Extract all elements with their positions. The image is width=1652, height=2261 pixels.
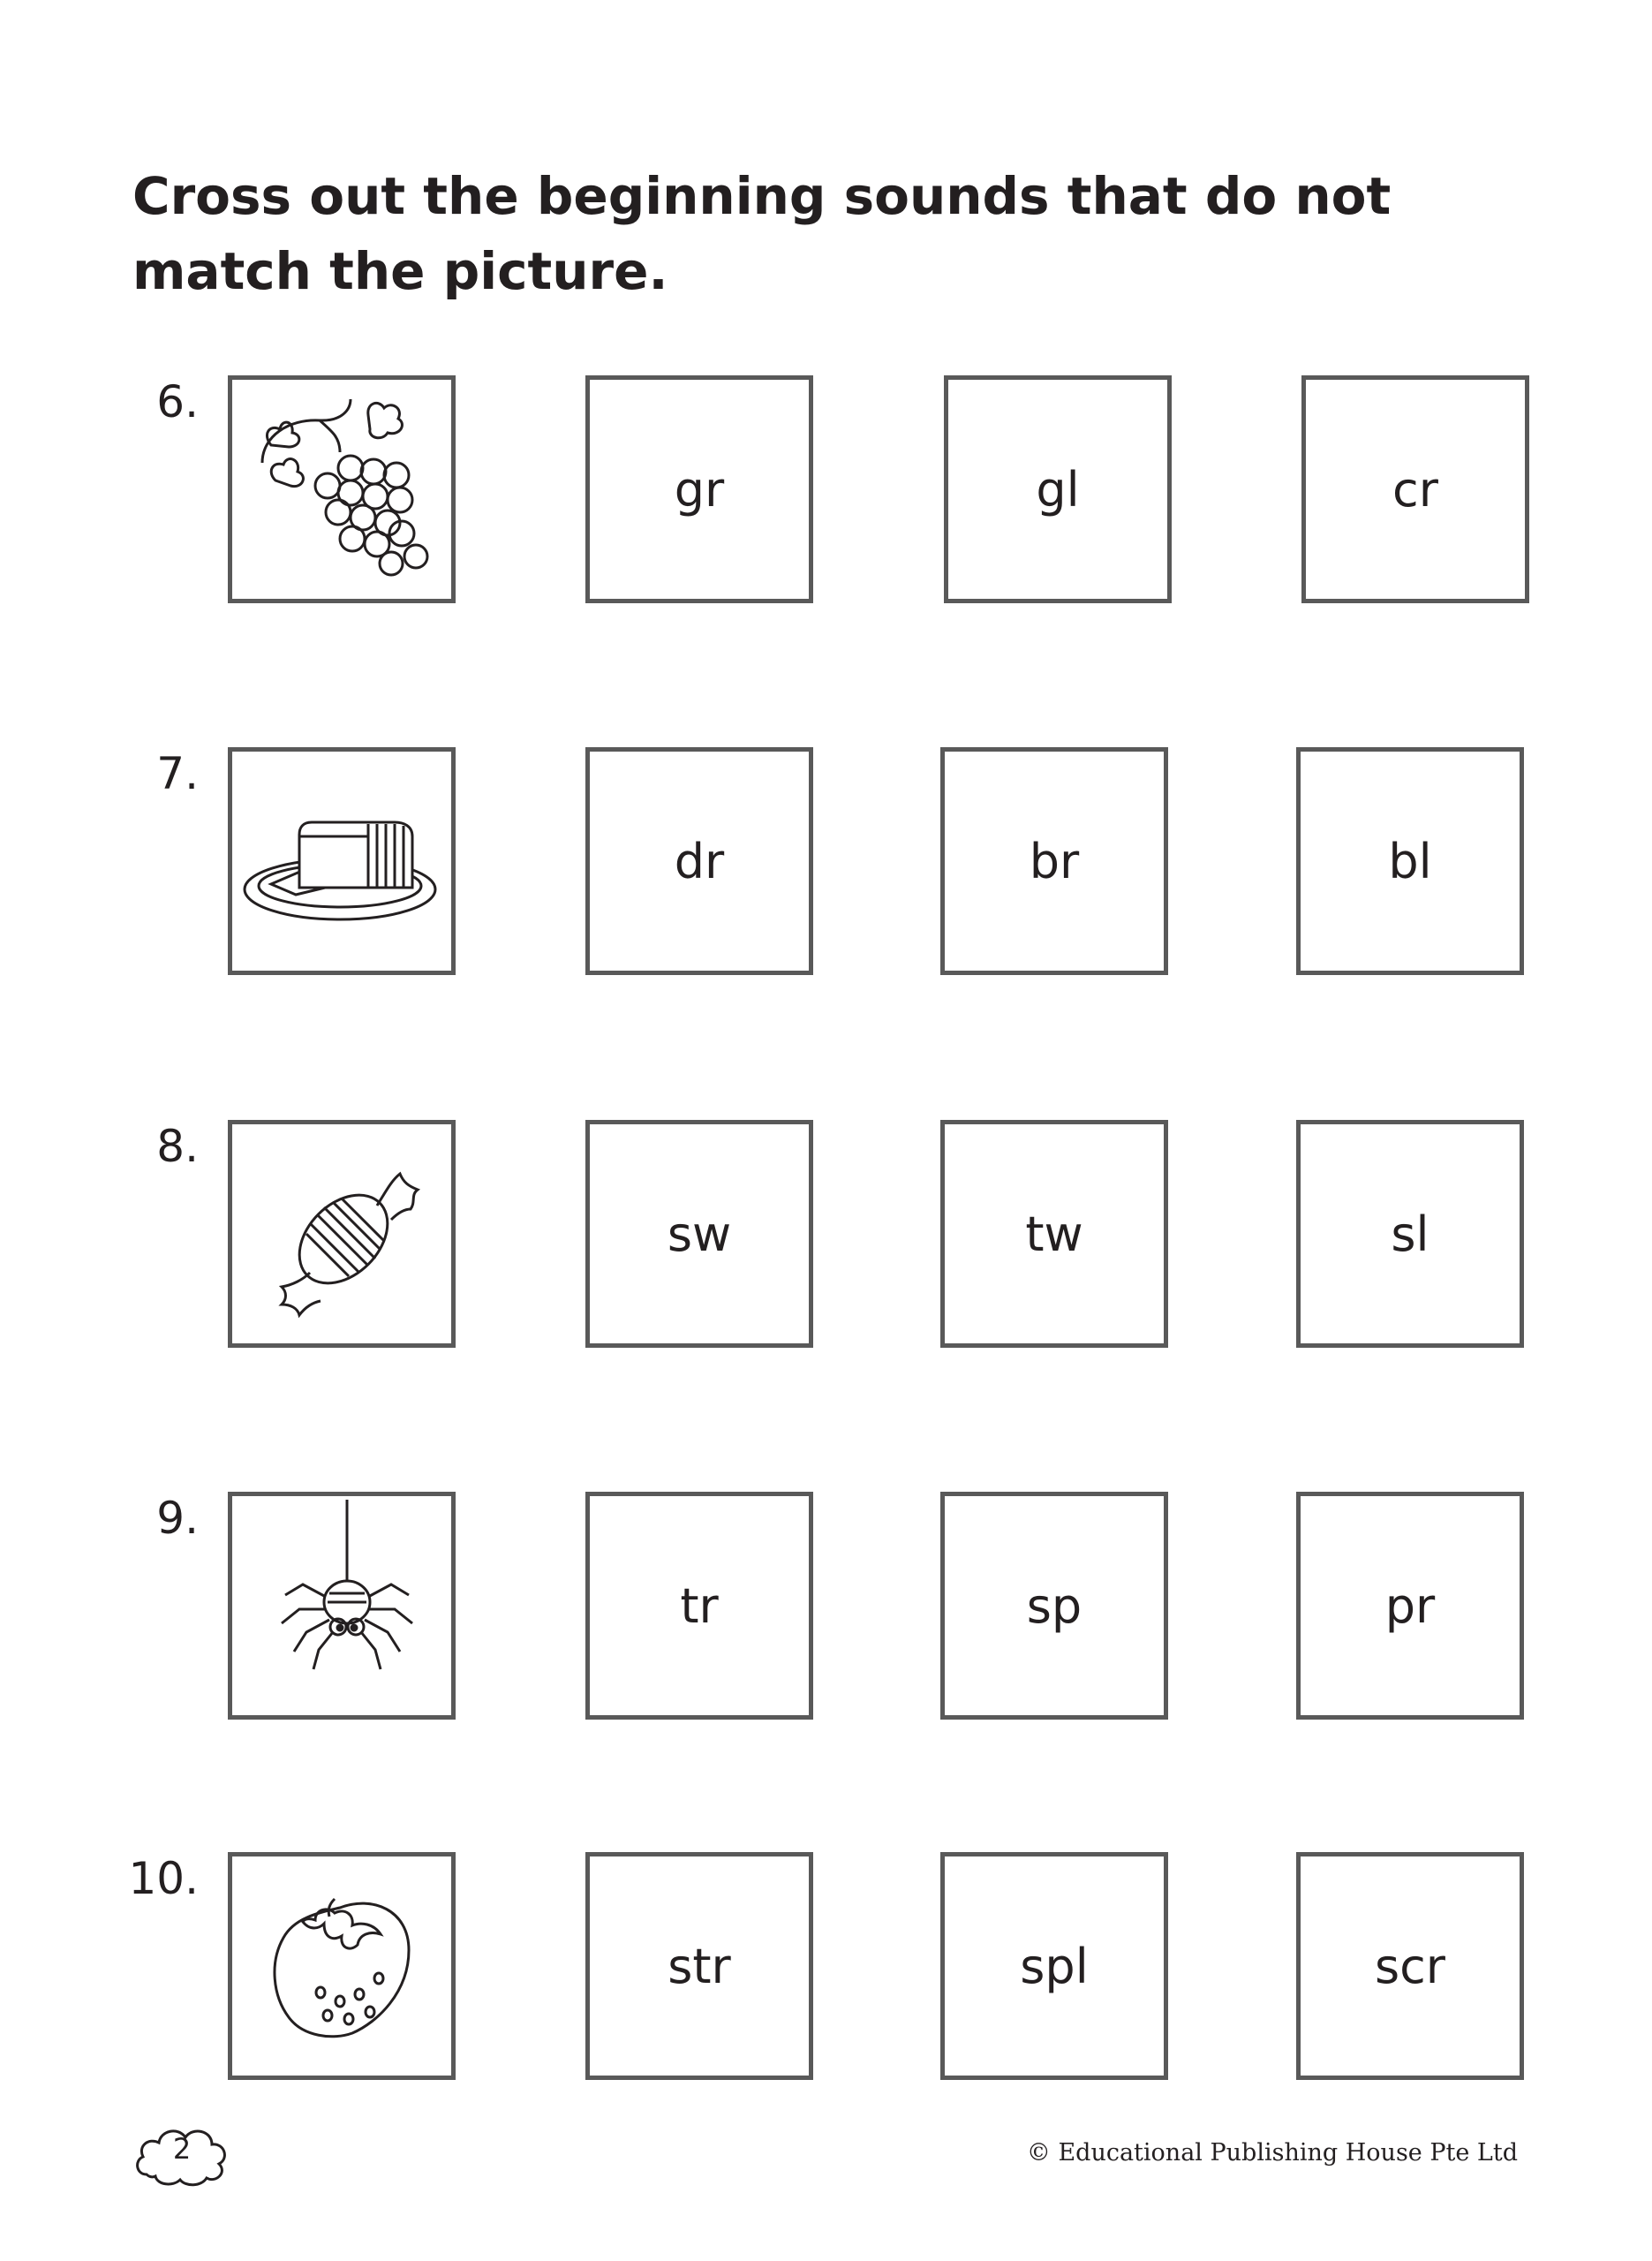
sound-option-box[interactable] [940, 1492, 1168, 1720]
exercise-row-7 [0, 745, 1652, 975]
question-number: 6. [156, 376, 199, 427]
sound-option-label: spl [1020, 1938, 1089, 1994]
sound-option-box[interactable] [940, 1852, 1168, 2080]
sound-option-label: cr [1392, 461, 1438, 518]
sound-option-box[interactable] [585, 1492, 813, 1720]
sound-option-label: bl [1388, 833, 1432, 889]
sound-option-label: gl [1036, 461, 1080, 518]
question-number: 8. [156, 1121, 199, 1172]
picture-box [228, 747, 456, 975]
sound-option-box[interactable] [585, 375, 813, 603]
question-number: 9. [156, 1493, 199, 1544]
sound-option-box[interactable] [940, 1120, 1168, 1348]
sound-option-label: br [1029, 833, 1080, 889]
sound-option-label: tr [680, 1577, 719, 1634]
sound-option-label: dr [674, 833, 725, 889]
page-number-badge [131, 2120, 233, 2190]
exercise-row-6 [0, 374, 1652, 603]
sound-option-label: scr [1374, 1938, 1446, 1994]
sound-option-box[interactable] [1301, 375, 1529, 603]
sound-option-box[interactable] [944, 375, 1172, 603]
picture-box [228, 375, 456, 603]
question-number: 7. [156, 748, 199, 799]
strawberry-icon [236, 1860, 448, 2072]
question-number: 10. [128, 1853, 199, 1904]
sound-option-box[interactable] [1296, 747, 1524, 975]
sound-option-label: sw [667, 1206, 732, 1262]
sound-option-label: tw [1025, 1206, 1083, 1262]
bread-icon [236, 755, 448, 967]
sound-option-box[interactable] [1296, 1492, 1524, 1720]
grapes-icon [236, 383, 448, 595]
sound-option-label: sp [1026, 1577, 1082, 1634]
sound-option-box[interactable] [940, 747, 1168, 975]
sound-option-box[interactable] [585, 1852, 813, 2080]
sound-option-box[interactable] [1296, 1120, 1524, 1348]
page-number: 2 [172, 2132, 192, 2166]
instruction-text: Cross out the beginning sounds that do not match the picture. [132, 166, 1392, 301]
sound-option-label: str [668, 1938, 731, 1994]
sound-option-label: sl [1391, 1206, 1429, 1262]
sound-option-box[interactable] [585, 747, 813, 975]
picture-box [228, 1120, 456, 1348]
sound-option-box[interactable] [1296, 1852, 1524, 2080]
spider-icon [236, 1500, 448, 1712]
sound-option-label: pr [1384, 1577, 1436, 1634]
exercise-row-9 [0, 1490, 1652, 1720]
picture-box [228, 1852, 456, 2080]
picture-box [228, 1492, 456, 1720]
exercise-row-10 [0, 1850, 1652, 2080]
copyright-text: © Educational Publishing House Pte Ltd [1026, 2139, 1518, 2166]
sound-option-box[interactable] [585, 1120, 813, 1348]
sound-option-label: gr [674, 461, 725, 518]
sweet-icon [236, 1128, 448, 1340]
exercise-row-8 [0, 1118, 1652, 1348]
